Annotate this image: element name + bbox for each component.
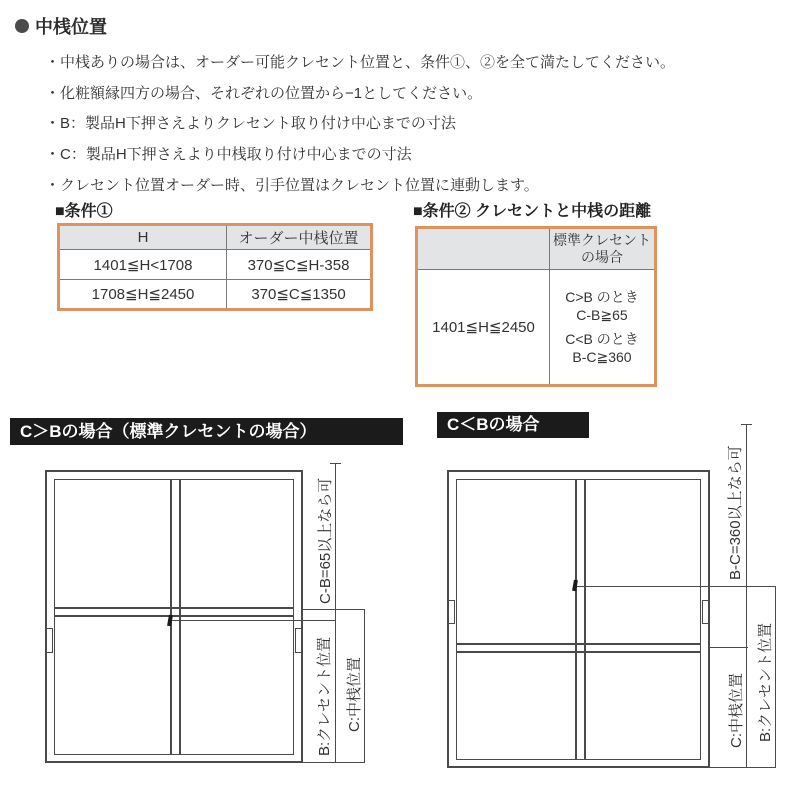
bullet-dot-icon: ・ [45,115,61,132]
dimension-end-tick [741,424,752,425]
cell-c-range: 370≦C≦H-358 [227,250,372,280]
case-rule: C-B≧65 [576,307,628,323]
dimension-line-c [746,424,747,768]
rail-position-label: C:中桟位置 [728,672,745,748]
cell-h-range: 1401≦H≦2450 [417,270,550,386]
table-header-row [59,225,372,250]
rail-position-label: C:中桟位置 [346,656,363,732]
note-text: C：製品H下押さえより中桟取り付け中心までの寸法 [60,146,412,163]
note-item [45,143,790,164]
table-row [59,280,372,310]
cell-h-range: 1708≦H≦2450 [59,280,227,310]
cell-h-range: 1401≦H<1708 [59,250,227,280]
bottom-extension-line [710,767,776,768]
header-line: 標準クレセント [553,232,651,248]
cell-c-range: 370≦C≦1350 [227,280,372,310]
table-row [59,250,372,280]
section-header-c-greater-b: C＞Bの場合（標準クレセントの場合） [10,418,403,445]
meeting-stile [575,479,586,760]
gap-dimension-label: B-C=360以上なら可 [727,445,744,580]
note-item [45,51,790,72]
rail-extension-line [710,647,748,648]
dimension-line-b [775,586,776,768]
rail-extension-line [303,609,365,610]
note-item [45,82,790,103]
case-block [550,288,654,324]
dimension-end-tick [330,463,341,464]
bullet-dot-icon: ・ [45,85,61,102]
case-rule: B-C≧360 [572,349,632,365]
pull-handle [448,600,455,624]
col-header-empty [417,228,550,270]
pull-handle [46,628,53,653]
col-header-h: H [59,225,227,250]
pull-handle [702,600,709,624]
table-header-row [417,228,656,270]
condition2-table [415,226,657,387]
case-block [550,330,654,366]
crescent-position-label: B:クレセント位置 [316,636,333,756]
case-when: C<B のとき [565,331,639,347]
cell-cases [550,270,656,386]
col-header-standard-crescent [550,228,656,270]
note-text: クレセント位置オーダー時、引手位置はクレセント位置に連動します。 [60,177,539,194]
gap-dimension-label: C-B=65以上なら可 [317,477,334,604]
dimension-line-b [335,463,336,763]
bullet-dot-icon: ・ [45,146,61,163]
bottom-extension-line [303,762,365,763]
table-row [417,270,656,386]
case-when: C>B のとき [565,289,639,305]
middle-rail [456,643,701,653]
note-text: 中桟ありの場合は、オーダー可能クレセント位置と、条件①、②を全て満たしてください。 [60,54,676,71]
note-text: 化粧額縁四方の場合、それぞれの位置から−1としてください。 [60,85,483,102]
section-header-c-less-b: C＜Bの場合 [437,412,589,438]
page-title: 中桟位置 [35,17,107,37]
middle-rail [54,607,294,617]
bullet-dot-icon: ・ [45,54,61,71]
condition1-label: ■条件① [55,203,113,220]
pull-handle [295,628,302,653]
note-text: B：製品H下押さえよりクレセント取り付け中心までの寸法 [60,115,456,132]
bullet-dot-icon: ・ [45,177,61,194]
header-line: の場合 [581,249,623,265]
col-header-order-rail-pos: オーダー中桟位置 [227,225,372,250]
note-item [45,174,790,195]
crescent-extension-line [172,620,336,621]
condition2-label: ■条件② クレセントと中桟の距離 [413,203,652,220]
condition1-table [57,223,373,311]
dimension-line-c [364,609,365,763]
bullet-circle-icon [15,19,29,33]
crescent-position-label: B:クレセント位置 [757,622,774,742]
note-item [45,112,790,133]
